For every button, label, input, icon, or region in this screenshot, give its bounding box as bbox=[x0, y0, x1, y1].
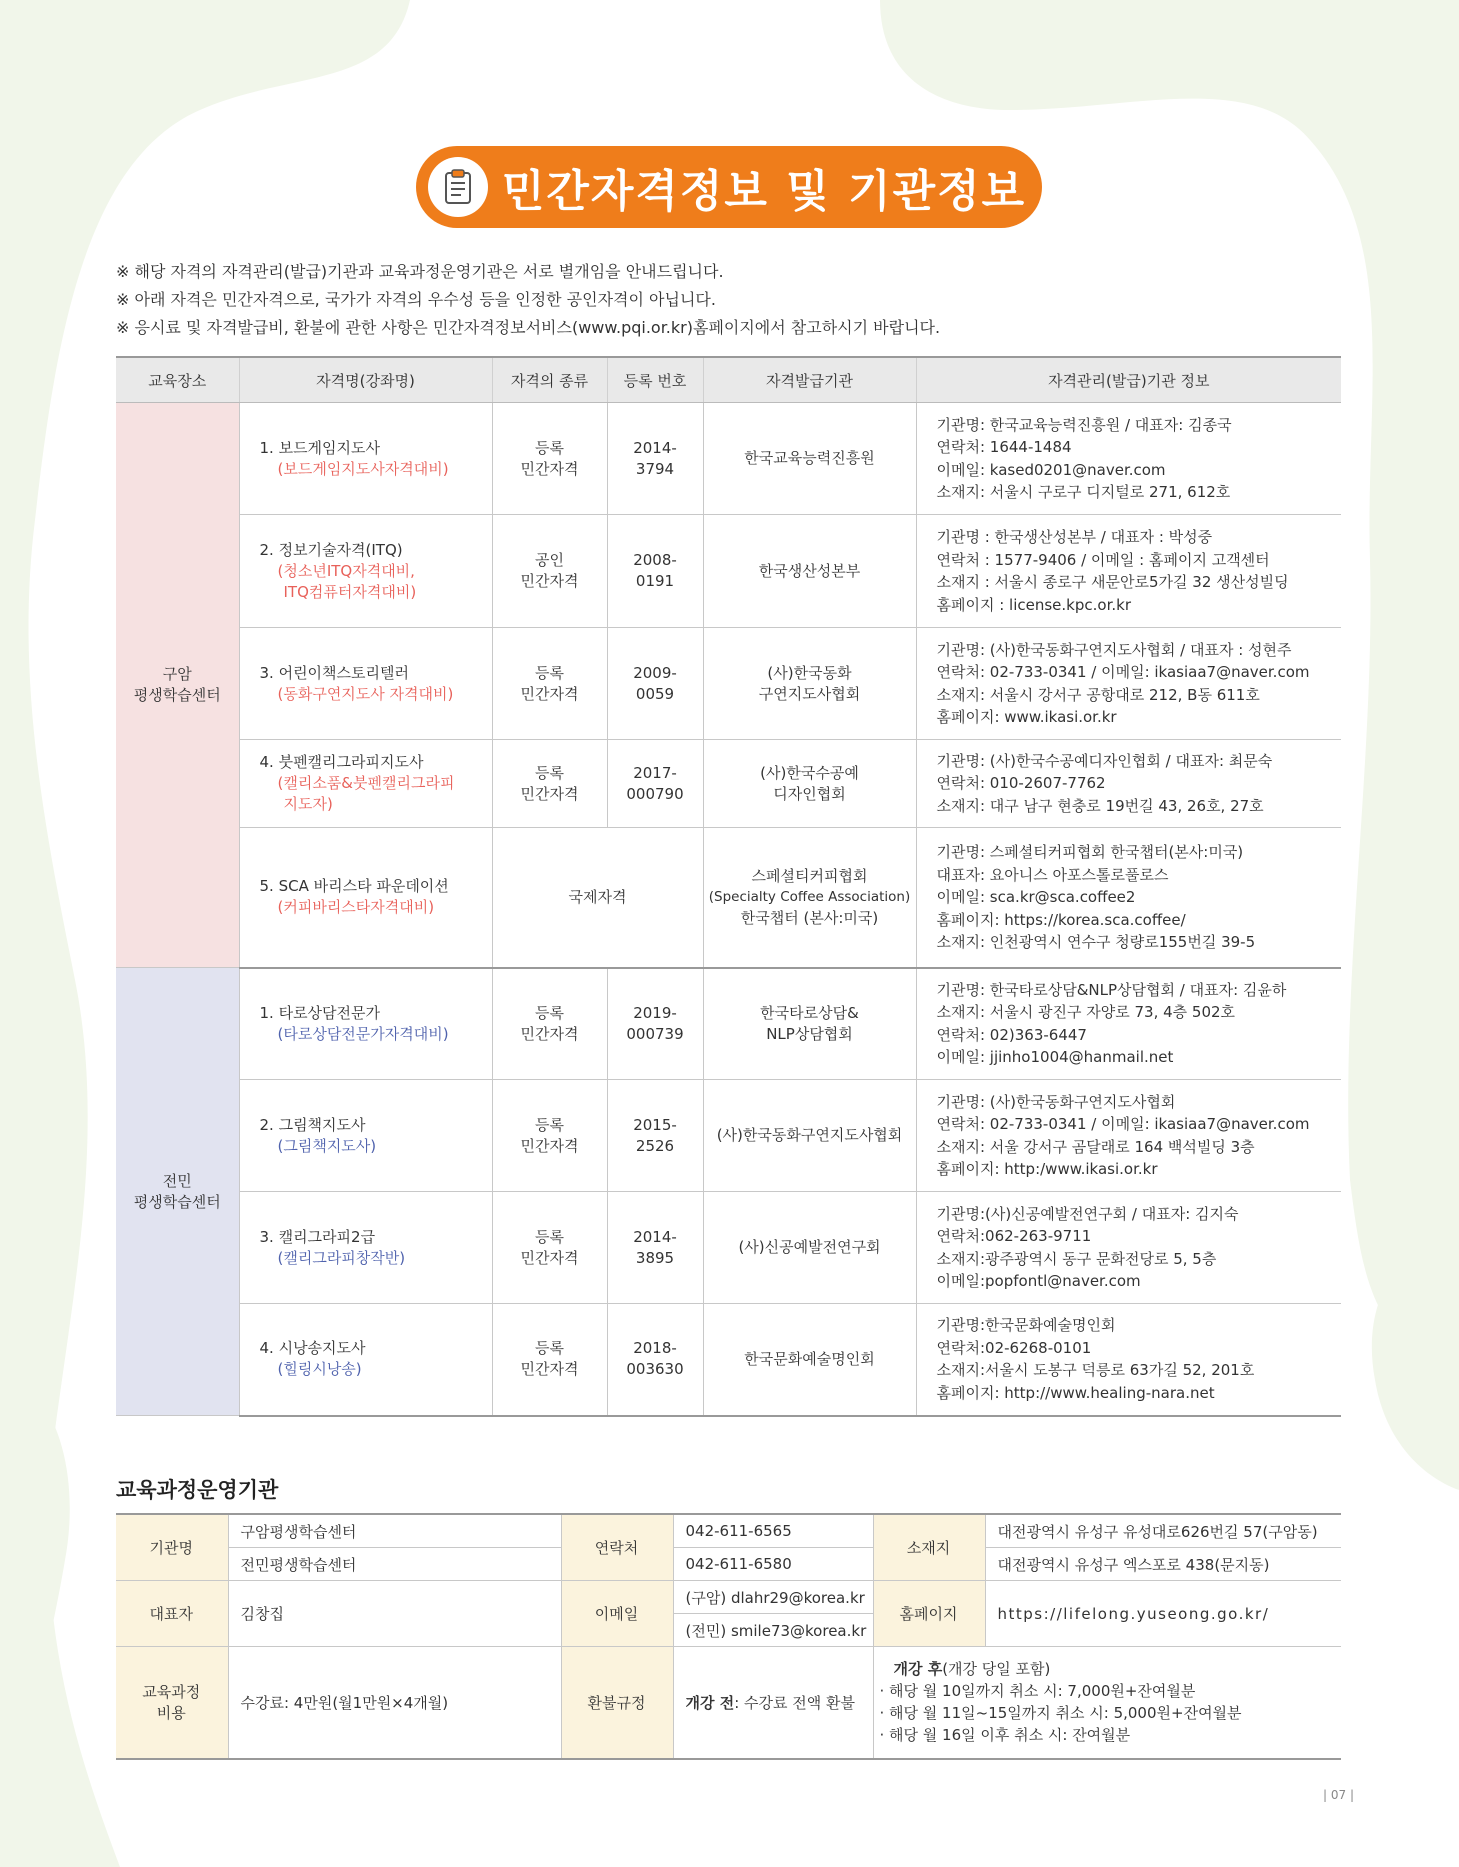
issuer-info-cell: 기관명:(사)신공예발전연구회 / 대표자: 김지숙 연락처:062-263-9711 소재지:광주광역시 동구 문화전당로 5, 5층 이메일:popfontl@naver.com bbox=[916, 1192, 1341, 1304]
type-cell: 등록 민간자격 bbox=[492, 1080, 607, 1192]
course-name-cell: 2. 정보기술자격(ITQ) (청소년ITQ자격대비, ITQ컴퓨터자격대비) bbox=[239, 515, 492, 628]
issuer-cell: 한국생산성본부 bbox=[703, 515, 916, 628]
ops-row bbox=[116, 1548, 1341, 1581]
type-cell: 등록 민간자격 bbox=[492, 1304, 607, 1416]
issuer-cell: 한국교육능력진흥원 bbox=[703, 403, 916, 515]
course-name-cell: 2. 그림책지도사 (그림책지도사) bbox=[239, 1080, 492, 1192]
ops-email-value: (구암) dlahr29@korea.kr bbox=[673, 1581, 873, 1614]
page-title: 민간자격정보 및 기관정보 bbox=[501, 166, 1027, 217]
header-reg-number: 등록 번호 bbox=[607, 357, 703, 403]
ops-row bbox=[116, 1581, 1341, 1614]
course-name-cell: 4. 시낭송지도사 (힐링시낭송) bbox=[239, 1304, 492, 1416]
venue-b-body bbox=[116, 968, 1341, 1416]
table-header-row bbox=[116, 357, 1341, 403]
reg-number-cell: 2018- 003630 bbox=[607, 1304, 703, 1416]
ops-email-value: (전민) smile73@korea.kr bbox=[673, 1614, 873, 1647]
ops-cost-label: 교육과정 비용 bbox=[116, 1647, 228, 1759]
header-issuer: 자격발급기관 bbox=[703, 357, 916, 403]
venue-b-cell: 전민 평생학습센터 bbox=[116, 968, 239, 1416]
issuer-info-cell: 기관명: 한국교육능력진흥원 / 대표자: 김종국 연락처: 1644-1484 이메일: kased0201@naver.com 소재지: 서울시 구로구 디지털로 271, 612호 bbox=[916, 403, 1341, 515]
ops-refund-after: 개강 후(개강 당일 포함) · 해당 월 10일까지 취소 시: 7,000원+잔여월분 · 해당 월 11일~15일까지 취소 시: 5,000원+잔여월분 · 해당 월 16일 이후 취소 시: 잔여월분 bbox=[873, 1647, 1341, 1759]
ops-name-label: 기관명 bbox=[116, 1514, 228, 1581]
ops-phone-value: 042-611-6565 bbox=[673, 1514, 873, 1548]
issuer-cell: (사)한국수공예 디자인협회 bbox=[703, 740, 916, 828]
course-name-cell: 4. 붓펜캘리그라피지도사 (캘리소품&붓펜캘리그라피 지도자) bbox=[239, 740, 492, 828]
course-name-cell: 3. 어린이책스토리텔러 (동화구연지도사 자격대비) bbox=[239, 628, 492, 740]
ops-row bbox=[116, 1647, 1341, 1759]
course-name-cell: 1. 타로상담전문가 (타로상담전문가자격대비) bbox=[239, 968, 492, 1080]
type-cell: 등록 민간자격 bbox=[492, 628, 607, 740]
ops-section-title: 교육과정운영기관 bbox=[116, 1478, 279, 1502]
page-number: | 07 | bbox=[1323, 1788, 1354, 1802]
ops-refund-before: 개강 전: 수강료 전액 환불 bbox=[673, 1647, 873, 1759]
reg-number-cell: 2008- 0191 bbox=[607, 515, 703, 628]
type-cell: 공인 민간자격 bbox=[492, 515, 607, 628]
course-name-cell: 5. SCA 바리스타 파운데이션 (커피바리스타자격대비) bbox=[239, 828, 492, 968]
type-cell: 등록 민간자격 bbox=[492, 968, 607, 1080]
course-name-cell: 3. 캘리그라피2급 (캘리그라피창작반) bbox=[239, 1192, 492, 1304]
ops-name-value: 구암평생학습센터 bbox=[228, 1514, 561, 1548]
ops-rep-value: 김창집 bbox=[228, 1581, 561, 1647]
venue-a-body bbox=[116, 403, 1341, 968]
ops-homepage-link[interactable]: https://lifelong.yuseong.go.kr/ bbox=[985, 1581, 1341, 1647]
reg-number-cell: 2019- 000739 bbox=[607, 968, 703, 1080]
qualification-table bbox=[116, 356, 1341, 1417]
issuer-info-cell: 기관명: 한국타로상담&NLP상담협회 / 대표자: 김윤하 소재지: 서울시 광진구 자양로 73, 4층 502호 연락처: 02)363-6447 이메일: jjinho1004@hanmail.net bbox=[916, 968, 1341, 1080]
clipboard-icon bbox=[428, 157, 488, 217]
type-cell: 등록 민간자격 bbox=[492, 740, 607, 828]
notice-line: ※ 응시료 및 자격발급비, 환불에 관한 사항은 민간자격정보서비스(www.pqi.or.kr)홈페이지에서 참고하시기 바랍니다. bbox=[116, 318, 941, 337]
ops-table bbox=[116, 1513, 1341, 1760]
issuer-cell: 한국문화예술명인회 bbox=[703, 1304, 916, 1416]
issuer-cell: 한국타로상담& NLP상담협회 bbox=[703, 968, 916, 1080]
header-issuer-info: 자격관리(발급)기관 정보 bbox=[916, 357, 1341, 403]
reg-number-cell: 2009- 0059 bbox=[607, 628, 703, 740]
ops-address-value: 대전광역시 유성구 엑스포로 438(문지동) bbox=[985, 1548, 1341, 1581]
table-row bbox=[116, 968, 1341, 1080]
ops-phone-value: 042-611-6580 bbox=[673, 1548, 873, 1581]
course-name-cell: 1. 보드게임지도사 (보드게임지도사자격대비) bbox=[239, 403, 492, 515]
ops-name-value: 전민평생학습센터 bbox=[228, 1548, 561, 1581]
type-cell: 등록 민간자격 bbox=[492, 1192, 607, 1304]
table-row bbox=[116, 1304, 1341, 1416]
type-cell: 국제자격 bbox=[492, 828, 703, 968]
issuer-cell: (사)한국동화구연지도사협회 bbox=[703, 1080, 916, 1192]
ops-cost-value: 수강료: 4만원(월1만원×4개월) bbox=[228, 1647, 561, 1759]
issuer-info-cell: 기관명: (사)한국동화구연지도사협회 / 대표자 : 성현주 연락처: 02-733-0341 / 이메일: ikasiaa7@naver.com 소재지: 서울시 강서구 공항대로 212, B동 611호 홈페이지: www.ikasi.or.kr bbox=[916, 628, 1341, 740]
reg-number-cell: 2014- 3794 bbox=[607, 403, 703, 515]
type-cell: 등록 민간자격 bbox=[492, 403, 607, 515]
table-row bbox=[116, 740, 1341, 828]
ops-rep-label: 대표자 bbox=[116, 1581, 228, 1647]
notice-line: ※ 해당 자격의 자격관리(발급)기관과 교육과정운영기관은 서로 별개임을 안내드립니다. bbox=[116, 262, 724, 281]
header-course: 자격명(강좌명) bbox=[239, 357, 492, 403]
issuer-info-cell: 기관명:한국문화예술명인회 연락처:02-6268-0101 소재지:서울시 도봉구 덕릉로 63가길 52, 201호 홈페이지: http://www.healing-nara.net bbox=[916, 1304, 1341, 1416]
ops-refund-label: 환불규정 bbox=[561, 1647, 673, 1759]
reg-number-cell: 2015- 2526 bbox=[607, 1080, 703, 1192]
ops-address-value: 대전광역시 유성구 유성대로626번길 57(구암동) bbox=[985, 1514, 1341, 1548]
table-row bbox=[116, 1192, 1341, 1304]
table-row bbox=[116, 515, 1341, 628]
issuer-info-cell: 기관명: (사)한국수공예디자인협회 / 대표자: 최문숙 연락처: 010-2607-7762 소재지: 대구 남구 현충로 19번길 43, 26호, 27호 bbox=[916, 740, 1341, 828]
notice-line: ※ 아래 자격은 민간자격으로, 국가가 자격의 우수성 등을 인정한 공인자격이 아닙니다. bbox=[116, 290, 716, 309]
ops-row bbox=[116, 1514, 1341, 1548]
table-row bbox=[116, 828, 1341, 968]
reg-number-cell: 2014- 3895 bbox=[607, 1192, 703, 1304]
issuer-info-cell: 기관명 : 한국생산성본부 / 대표자 : 박성중 연락처 : 1577-9406 / 이메일 : 홈페이지 고객센터 소재지 : 서울시 종로구 새문안로5가길 32 생산성빌딩 홈페이지 : license.kpc.or.kr bbox=[916, 515, 1341, 628]
header-type: 자격의 종류 bbox=[492, 357, 607, 403]
ops-contact-label: 연락처 bbox=[561, 1514, 673, 1581]
issuer-cell: (사)한국동화 구연지도사협회 bbox=[703, 628, 916, 740]
issuer-info-cell: 기관명: 스페셜티커피협회 한국챕터(본사:미국) 대표자: 요아니스 아포스톨로풀로스 이메일: sca.kr@sca.coffee2 홈페이지: https://korea.sca.coffee/ 소재지: 인천광역시 연수구 청량로155번길 39-5 bbox=[916, 828, 1341, 968]
table-row bbox=[116, 403, 1341, 515]
venue-a-cell: 구암 평생학습센터 bbox=[116, 403, 239, 968]
ops-email-label: 이메일 bbox=[561, 1581, 673, 1647]
issuer-cell: 스페셜티커피협회 (Specialty Coffee Association) 한국챕터 (본사:미국) bbox=[703, 828, 916, 968]
issuer-cell: (사)신공예발전연구회 bbox=[703, 1192, 916, 1304]
header-venue: 교육장소 bbox=[116, 357, 239, 403]
reg-number-cell: 2017- 000790 bbox=[607, 740, 703, 828]
ops-homepage-label: 홈페이지 bbox=[873, 1581, 985, 1647]
ops-address-label: 소재지 bbox=[873, 1514, 985, 1581]
table-row bbox=[116, 628, 1341, 740]
issuer-info-cell: 기관명: (사)한국동화구연지도사협회 연락처: 02-733-0341 / 이메일: ikasiaa7@naver.com 소재지: 서울 강서구 곰달래로 164 백석빌딩 3층 홈페이지: http:/www.ikasi.or.kr bbox=[916, 1080, 1341, 1192]
notice-list bbox=[116, 258, 940, 342]
page-title-banner bbox=[416, 146, 1042, 228]
table-row bbox=[116, 1080, 1341, 1192]
